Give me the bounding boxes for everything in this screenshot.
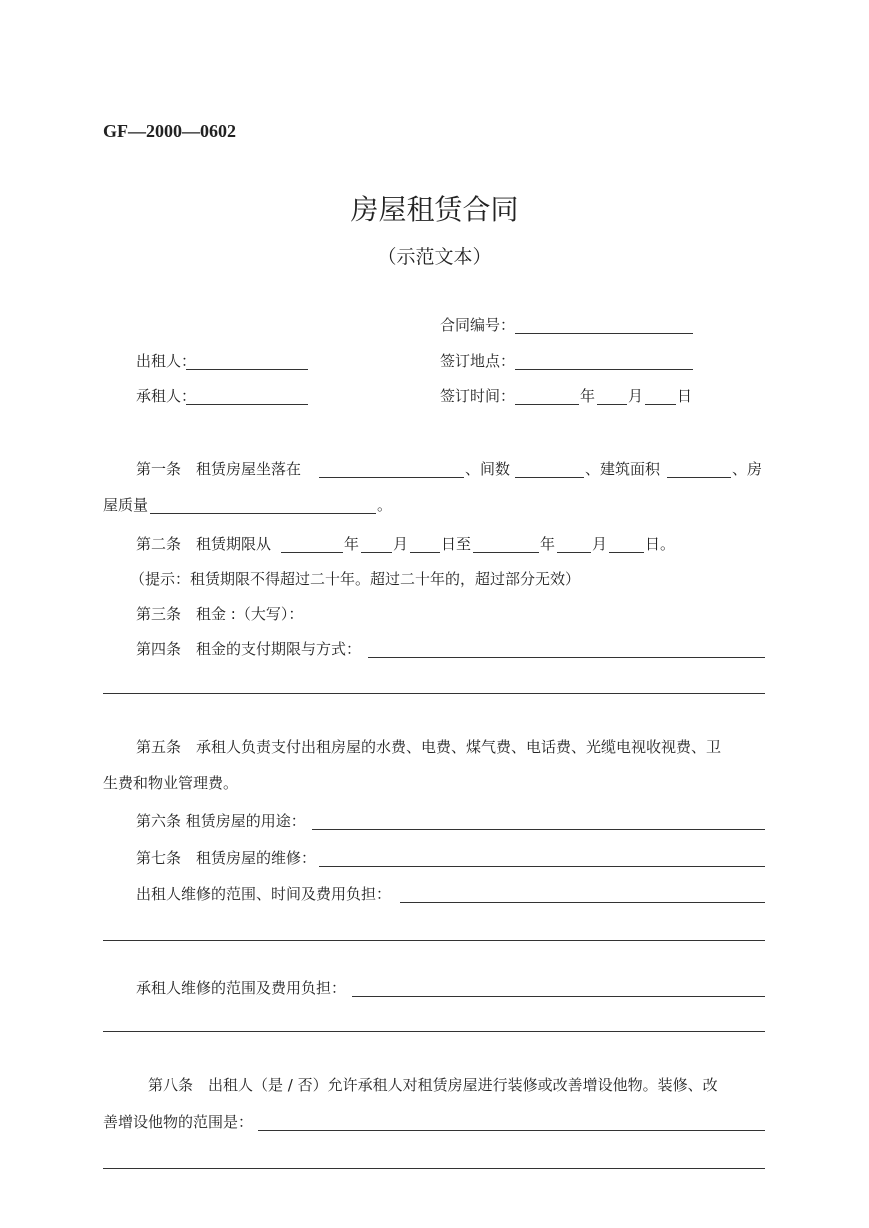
end-day-field[interactable]: [609, 552, 644, 553]
start-month-field[interactable]: [361, 552, 392, 553]
room-count-field[interactable]: [515, 477, 584, 478]
article-1-period: 。: [377, 496, 393, 514]
end-year-field[interactable]: [473, 552, 539, 553]
lessor-repair-label: 出租人维修的范围、时间及费用负担：: [136, 885, 392, 903]
end-month-field[interactable]: [557, 552, 591, 553]
sign-place-label: 签订地点：: [440, 352, 516, 370]
lessor-label: 出租人：: [136, 352, 197, 370]
start-year-label: 年: [344, 535, 360, 553]
sign-month-field[interactable]: [597, 404, 627, 405]
payment-method-field-line-2[interactable]: [103, 693, 765, 694]
article-1-area-label: 、建筑面积: [585, 460, 661, 478]
article-1-text: 第一条 租赁房屋坐落在: [136, 460, 302, 478]
page-title: 房屋租赁合同: [350, 193, 519, 226]
lessee-repair-field-line-2[interactable]: [103, 1031, 765, 1032]
article-5-line-2: 生费和物业管理费。: [103, 774, 239, 792]
renovation-scope-field[interactable]: [258, 1130, 765, 1131]
house-repair-field[interactable]: [319, 866, 765, 867]
sign-day-label: 日: [677, 387, 693, 405]
contract-number-label: 合同编号：: [440, 316, 516, 334]
start-day-label: 日至: [441, 535, 472, 553]
sign-year-field[interactable]: [515, 404, 579, 405]
end-month-label: 月: [592, 535, 608, 553]
page-subtitle: （示范文本）: [377, 246, 492, 268]
sign-place-field[interactable]: [515, 369, 693, 370]
end-day-label: 日。: [645, 535, 676, 553]
article-1-rooms-label: 、间数: [465, 460, 511, 478]
lessor-repair-field-line-2[interactable]: [103, 940, 765, 941]
lessor-repair-field[interactable]: [400, 902, 765, 903]
document-code: GF—2000—0602: [103, 121, 236, 141]
article-5-line-1: 第五条 承租人负责支付出租房屋的水费、电费、煤气费、电话费、光缆电视收视费、卫: [136, 738, 722, 756]
building-area-field[interactable]: [667, 477, 731, 478]
sign-month-label: 月: [628, 387, 644, 405]
start-month-label: 月: [393, 535, 409, 553]
article-1-quality-label: 屋质量: [103, 496, 149, 514]
contract-number-field[interactable]: [515, 333, 693, 334]
lessee-label: 承租人：: [136, 387, 197, 405]
sign-year-label: 年: [580, 387, 596, 405]
article-7-text: 第七条 租赁房屋的维修：: [136, 849, 317, 867]
house-quality-field[interactable]: [150, 513, 376, 514]
article-8-line-2: 善增设他物的范围是：: [103, 1113, 254, 1131]
sign-time-label: 签订时间：: [440, 387, 516, 405]
article-4-text: 第四条 租金的支付期限与方式：: [136, 640, 362, 658]
house-use-field[interactable]: [312, 829, 765, 830]
payment-method-field[interactable]: [368, 657, 765, 658]
start-day-field[interactable]: [410, 552, 440, 553]
end-year-label: 年: [540, 535, 556, 553]
lessor-field[interactable]: [186, 369, 308, 370]
article-1-house-label: 、房: [732, 460, 763, 478]
house-location-field[interactable]: [319, 477, 464, 478]
sign-day-field[interactable]: [645, 404, 676, 405]
article-8-line-1: 第八条 出租人（是 / 否）允许承租人对租赁房屋进行装修或改善增设他物。装修、改: [148, 1076, 718, 1094]
article-2-text: 第二条 租赁期限从: [136, 535, 272, 553]
article-3-text: 第三条 租金 :（大写）：: [136, 605, 304, 623]
lessee-repair-label: 承租人维修的范围及费用负担：: [136, 979, 347, 997]
start-year-field[interactable]: [281, 552, 343, 553]
term-hint: （提示：租赁期限不得超过二十年。超过二十年的，超过部分无效）: [130, 570, 581, 588]
renovation-scope-field-line-2[interactable]: [103, 1168, 765, 1169]
article-6-text: 第六条 租赁房屋的用途：: [136, 812, 306, 830]
lessee-field[interactable]: [186, 404, 308, 405]
lessee-repair-field[interactable]: [352, 996, 765, 997]
